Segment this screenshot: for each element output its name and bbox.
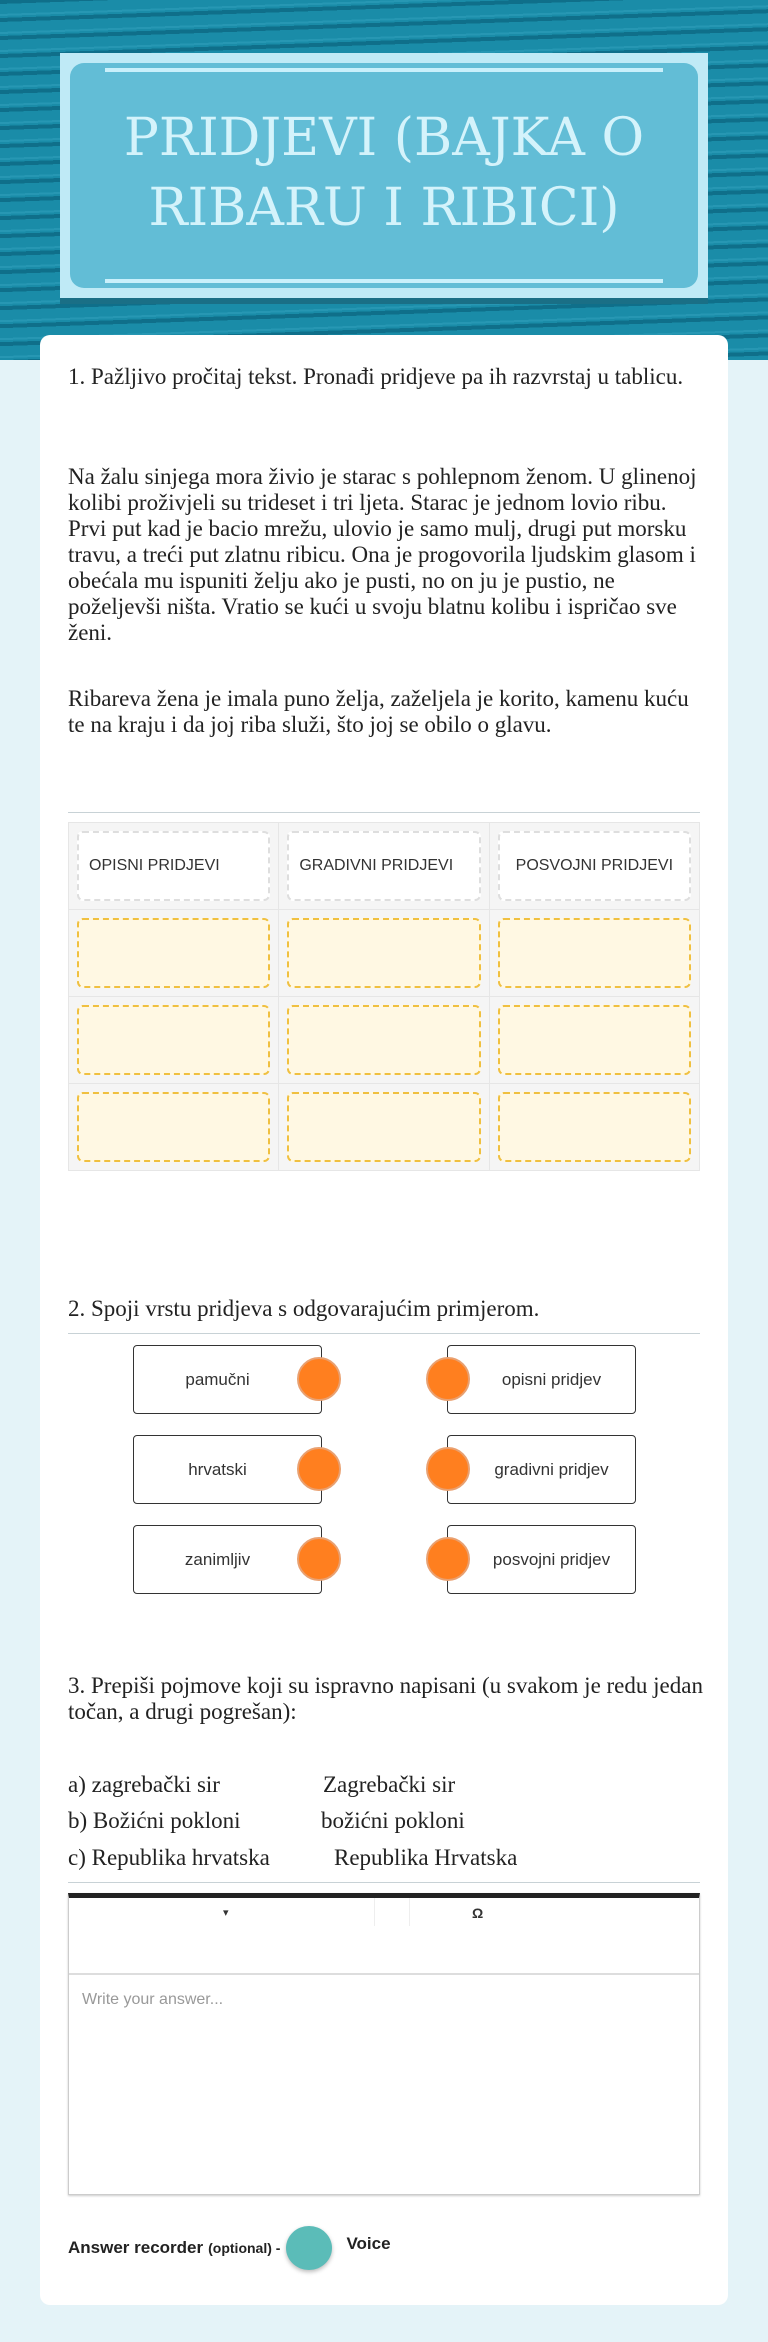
connector-dot[interactable]: [297, 1357, 341, 1401]
special-characters-icon[interactable]: Ω: [472, 1905, 484, 1921]
match-right-item[interactable]: [447, 1435, 636, 1504]
page-title: PRIDJEVI (BAJKA O RIBARU I RIBICI): [123, 108, 645, 238]
record-voice-button[interactable]: [286, 2226, 332, 2270]
q3-option: a) zagrebački sir: [68, 1772, 220, 1797]
match-label: hrvatski: [188, 1459, 247, 1479]
match-left-item[interactable]: [133, 1435, 322, 1504]
q3-option: Republika Hrvatska: [334, 1845, 518, 1870]
drop-zone[interactable]: [498, 1092, 691, 1162]
connector-dot[interactable]: [297, 1537, 341, 1581]
story-paragraph-2: Ribareva žena je imala puno želja, zaželjela je korito, kamenu kuću te na kraju i da joj riba služi, što joj se obilo o glavu.: [68, 686, 689, 737]
drop-zone[interactable]: [287, 918, 480, 988]
match-label: gradivni pridjev: [494, 1459, 609, 1479]
drop-zone[interactable]: [287, 1092, 480, 1162]
q2-prompt: 2. Spoji vrstu pridjeva s odgovarajućim primjerom.: [68, 1296, 540, 1321]
drop-zone[interactable]: [77, 1092, 270, 1162]
divider: [68, 1882, 700, 1883]
connector-dot[interactable]: [426, 1447, 470, 1491]
match-label: pamučni: [185, 1369, 250, 1389]
column-header-gradivni: GRADIVNI PRIDJEVI: [287, 831, 480, 901]
connector-dot[interactable]: [426, 1357, 470, 1401]
column-header-opisni: OPISNI PRIDJEVI: [77, 831, 270, 901]
match-right-item[interactable]: [447, 1345, 636, 1414]
recorder-optional: (optional) -: [208, 2240, 281, 2256]
match-label: opisni pridjev: [501, 1369, 602, 1389]
answer-textarea[interactable]: Write your answer...: [82, 1991, 224, 2008]
answer-recorder: [68, 2226, 391, 2270]
answer-editor: [68, 1893, 700, 2195]
connector-dot[interactable]: [297, 1447, 341, 1491]
match-right-item[interactable]: [447, 1525, 636, 1594]
divider: [68, 812, 700, 813]
connector-dot[interactable]: [426, 1537, 470, 1581]
q3-option: c) Republika hrvatska: [68, 1845, 270, 1870]
match-label: zanimljiv: [184, 1549, 251, 1569]
match-label: posvojni pridjev: [492, 1549, 611, 1569]
column-header-posvojni: POSVOJNI PRIDJEVI: [498, 831, 691, 901]
match-left-item[interactable]: [133, 1525, 322, 1594]
toolbar-separator: [409, 1898, 410, 1926]
divider: [68, 1333, 700, 1334]
drop-zone[interactable]: [287, 1005, 480, 1075]
recorder-label: Answer recorder: [68, 2238, 204, 2257]
drop-zone[interactable]: [498, 918, 691, 988]
dropdown-arrow-icon[interactable]: ▾: [223, 1907, 229, 1919]
match-left-item[interactable]: [133, 1345, 322, 1414]
q3-prompt: 3. Prepiši pojmove koji su ispravno napisani (u svakom je redu jedan točan, a drugi pogrešan):: [68, 1673, 703, 1724]
title-banner: [60, 53, 708, 298]
sorting-table: [68, 822, 700, 1171]
drop-zone[interactable]: [77, 918, 270, 988]
drop-zone[interactable]: [498, 1005, 691, 1075]
drop-zone[interactable]: [77, 1005, 270, 1075]
voice-label[interactable]: Voice: [346, 2234, 391, 2253]
q3-option: božićni pokloni: [321, 1808, 465, 1833]
q1-prompt: 1. Pažljivo pročitaj tekst. Pronađi pridjeve pa ih razvrstaj u tablicu.: [68, 364, 684, 389]
q3-option: Zagrebački sir: [323, 1772, 456, 1797]
story-paragraph-1: Na žalu sinjega mora živio je starac s pohlepnom ženom. U glinenoj kolibi proživjeli su trideset i tri ljeta. Starac je jednom lovio ribu. Prvi put kad je bacio mrežu, ulovio je samo mulj, drugi put morsku travu, a treći put zlatnu ribicu. Ona je progovorila ljudskim glasom i obećala mu ispuniti želju ako je pusti, no on ju je pustio, ne poželjevši ništa. Vratio se kući u svoju blatnu kolibu i ispričao sve ženi.: [68, 464, 697, 645]
editor-toolbar: [69, 1898, 699, 1975]
q3-option: b) Božićni pokloni: [68, 1808, 241, 1833]
toolbar-separator: [374, 1898, 375, 1926]
